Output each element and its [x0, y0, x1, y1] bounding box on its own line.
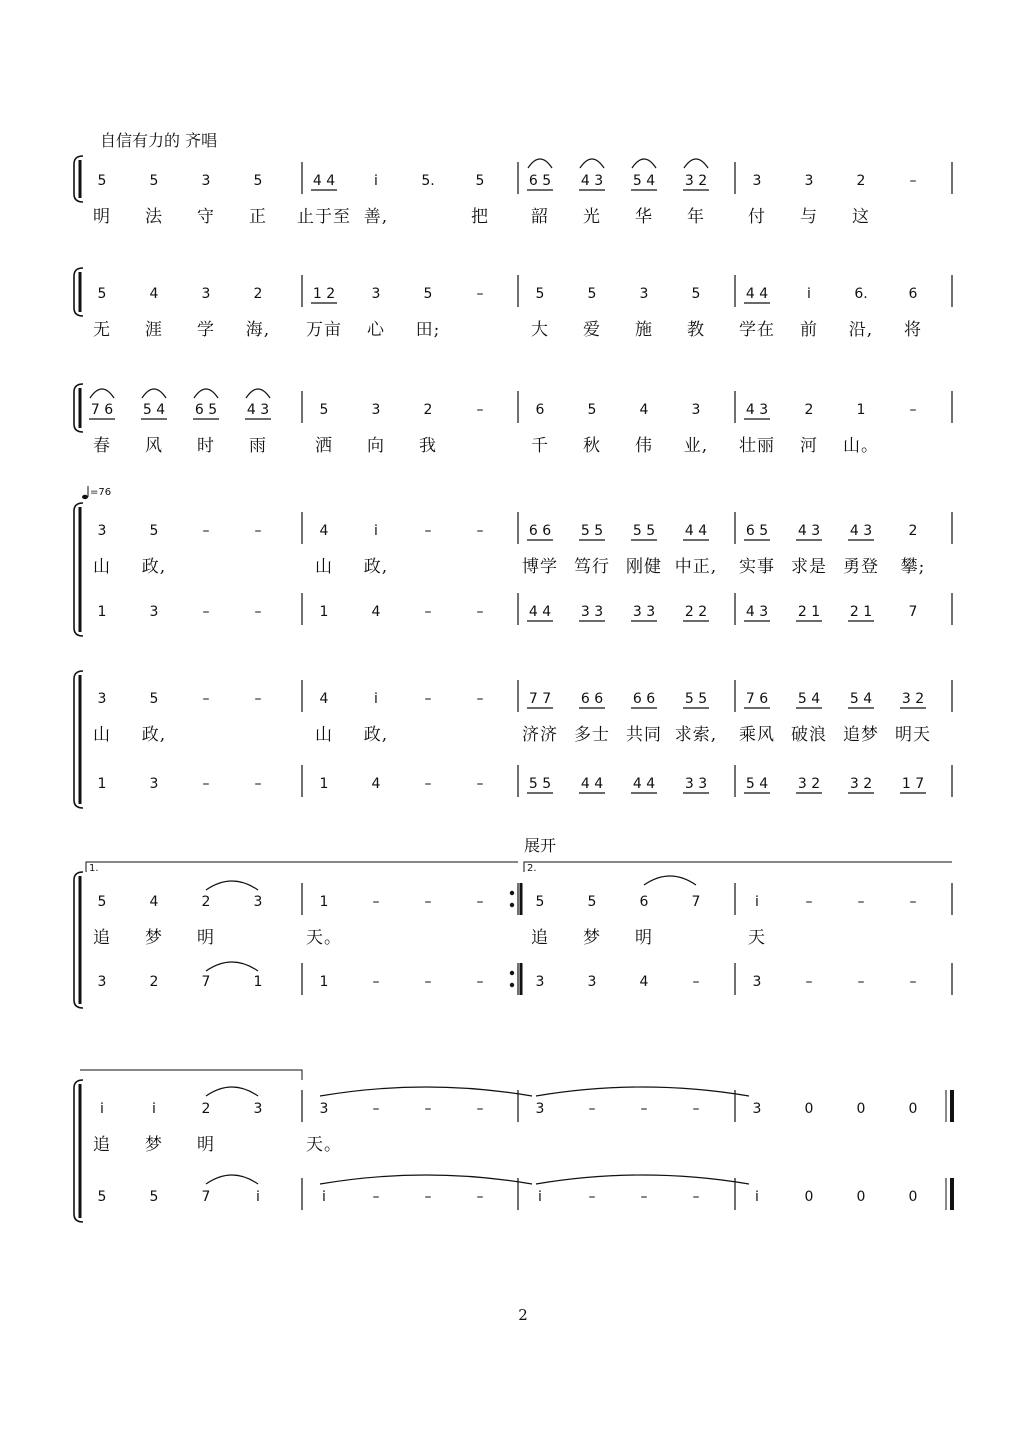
note: 5 5	[580, 523, 604, 539]
note: 5.	[421, 173, 435, 189]
note: 1	[319, 974, 329, 990]
lyric: 河	[800, 436, 818, 456]
lyric: 千	[531, 436, 549, 456]
note: 4 3	[745, 604, 769, 620]
note: 5 4	[745, 776, 769, 792]
slur	[206, 962, 258, 971]
repeat-dot	[510, 891, 514, 895]
lyric: 春	[93, 436, 111, 456]
note: 4 4	[684, 523, 708, 539]
lyric: 雨	[249, 436, 267, 456]
note: 7	[691, 894, 701, 910]
note: –	[424, 1101, 432, 1117]
note: 5 4	[632, 173, 656, 189]
note: 1	[253, 974, 263, 990]
tie	[536, 1087, 749, 1096]
tie	[320, 1087, 532, 1096]
note: i̇	[538, 1189, 542, 1205]
lyric: 万亩	[306, 320, 342, 340]
tie	[320, 1175, 532, 1184]
note: 3	[804, 173, 814, 189]
note: –	[424, 604, 432, 620]
lyric: 中正,	[674, 557, 718, 577]
note: 2 1	[849, 604, 873, 620]
note: 5	[587, 286, 597, 302]
note: 7	[201, 1189, 211, 1205]
lyric: 实事	[739, 557, 775, 577]
note: 4 3	[745, 402, 769, 418]
note: –	[372, 1189, 380, 1205]
note: 5	[587, 894, 597, 910]
note: 6	[535, 402, 545, 418]
note: 5 4	[849, 691, 873, 707]
note: –	[476, 604, 484, 620]
note: 1	[319, 894, 329, 910]
note: 5	[253, 173, 263, 189]
note: 4 4	[745, 286, 769, 302]
note: 2	[201, 894, 211, 910]
lyric: 涯	[145, 320, 163, 340]
lyric: 海,	[245, 320, 271, 340]
note: 4	[149, 286, 159, 302]
note: 5 5	[632, 523, 656, 539]
note: 0	[856, 1101, 866, 1117]
lyric: 政,	[141, 557, 167, 577]
note: 3	[535, 1101, 545, 1117]
note: 3 3	[632, 604, 656, 620]
note: 3	[201, 173, 211, 189]
note: 6 6	[632, 691, 656, 707]
note: 4	[149, 894, 159, 910]
note: –	[424, 974, 432, 990]
lyric: 学	[197, 320, 215, 340]
note: 3 3	[580, 604, 604, 620]
note: 5 4	[797, 691, 821, 707]
lyric: 时	[197, 436, 215, 456]
note: 6 5	[745, 523, 769, 539]
note: 3	[691, 402, 701, 418]
note: i̇	[322, 1189, 326, 1205]
lyric: 明天	[895, 725, 931, 745]
note: 4 4	[632, 776, 656, 792]
expression-zhankai: 展开	[523, 836, 557, 855]
note: 2	[201, 1101, 211, 1117]
lyric: 爱	[583, 320, 601, 340]
lyric: 善,	[363, 207, 389, 227]
note: –	[909, 402, 917, 418]
lyric: 追	[93, 928, 111, 948]
note: –	[476, 691, 484, 707]
note: –	[476, 1189, 484, 1205]
lyric: 大	[531, 320, 549, 340]
slur	[90, 389, 114, 398]
note: 2	[149, 974, 159, 990]
note: 4 3	[797, 523, 821, 539]
lyric: 业,	[683, 436, 709, 456]
note: –	[909, 974, 917, 990]
lyric: 华	[635, 207, 653, 227]
note: 3	[201, 286, 211, 302]
lyric: 这	[852, 207, 870, 227]
lyric: 山。	[843, 436, 879, 456]
note: 5 4	[142, 402, 166, 418]
note: 3	[253, 1101, 263, 1117]
note: –	[805, 894, 813, 910]
note: –	[588, 1101, 596, 1117]
note: 5 5	[684, 691, 708, 707]
note: 5	[97, 1189, 107, 1205]
lyric: 将	[904, 320, 922, 340]
note: –	[254, 523, 262, 539]
note: –	[254, 604, 262, 620]
note: 3	[97, 523, 107, 539]
note: 5	[319, 402, 329, 418]
note: i̇	[374, 691, 378, 707]
note: –	[857, 974, 865, 990]
note: –	[372, 974, 380, 990]
note: 6 6	[580, 691, 604, 707]
lyric: 田;	[415, 320, 441, 340]
note: –	[476, 974, 484, 990]
note: 5	[149, 691, 159, 707]
note: 1	[97, 604, 107, 620]
lyric: 壮丽	[739, 436, 775, 456]
note: 3 2	[849, 776, 873, 792]
note: –	[909, 894, 917, 910]
note: 1	[319, 776, 329, 792]
note: –	[476, 776, 484, 792]
slur	[206, 1175, 258, 1184]
quarter-note-icon	[82, 495, 88, 499]
note: 2	[908, 523, 918, 539]
note: 5	[149, 523, 159, 539]
note: 5	[423, 286, 433, 302]
lyric: 韶	[531, 207, 549, 227]
lyric: 年	[687, 207, 705, 227]
lyric: 政,	[141, 725, 167, 745]
note: 6 5	[194, 402, 218, 418]
note: 7 7	[528, 691, 552, 707]
note: –	[254, 776, 262, 792]
lyric: 天。	[306, 928, 342, 948]
lyric: 梦	[583, 928, 601, 948]
note: 3	[752, 1101, 762, 1117]
lyric: 山	[315, 725, 333, 745]
note: –	[805, 974, 813, 990]
note: 3	[253, 894, 263, 910]
note: 0	[804, 1101, 814, 1117]
note: 5 5	[528, 776, 552, 792]
note: –	[476, 286, 484, 302]
note: i̇	[374, 173, 378, 189]
note: 2	[423, 402, 433, 418]
lyric: 明	[93, 207, 111, 227]
note: 7	[908, 604, 918, 620]
note: 3	[97, 974, 107, 990]
note: –	[424, 1189, 432, 1205]
lyric: 追	[531, 928, 549, 948]
note: 3 2	[684, 173, 708, 189]
slur	[644, 876, 696, 885]
note: 3	[371, 286, 381, 302]
lyric: 山	[93, 725, 111, 745]
note: –	[424, 691, 432, 707]
note: –	[254, 691, 262, 707]
note: 3	[371, 402, 381, 418]
note: –	[640, 1189, 648, 1205]
repeat-dot	[510, 983, 514, 987]
note: –	[424, 894, 432, 910]
tempo-value: =76	[90, 487, 112, 498]
note: 3	[587, 974, 597, 990]
note: 3	[752, 173, 762, 189]
note: 1 7	[901, 776, 925, 792]
note: 5	[535, 894, 545, 910]
lyric: 向	[367, 436, 385, 456]
repeat-dot	[510, 903, 514, 907]
lyric: 勇登	[843, 557, 879, 577]
volta-continuation	[80, 1070, 302, 1080]
page-number: 2	[518, 1306, 528, 1324]
note: 7 6	[90, 402, 114, 418]
note: –	[476, 894, 484, 910]
note: 5	[149, 1189, 159, 1205]
note: 6 6	[528, 523, 552, 539]
lyric: 前	[800, 320, 818, 340]
note: 2	[804, 402, 814, 418]
lyric: 风	[145, 436, 163, 456]
note: 0	[804, 1189, 814, 1205]
note: –	[372, 1101, 380, 1117]
note: –	[588, 1189, 596, 1205]
lyric: 正	[249, 207, 267, 227]
lyric: 破浪	[791, 725, 827, 745]
lyric: 秋	[583, 436, 601, 456]
note: 4	[371, 776, 381, 792]
note: –	[424, 776, 432, 792]
volta-1-label: 1.	[89, 863, 99, 874]
note: 7 6	[745, 691, 769, 707]
note: 3 3	[684, 776, 708, 792]
lyric: 梦	[145, 928, 163, 948]
note: 2	[253, 286, 263, 302]
note: 4 4	[580, 776, 604, 792]
note: –	[202, 523, 210, 539]
note: –	[202, 776, 210, 792]
note: –	[857, 894, 865, 910]
lyric: 政,	[363, 725, 389, 745]
note: 3	[535, 974, 545, 990]
note: 5	[149, 173, 159, 189]
lyric: 笃行	[574, 557, 610, 577]
note: 0	[908, 1189, 918, 1205]
slur	[194, 389, 218, 398]
lyric: 刚健	[626, 557, 662, 577]
lyric: 止于至	[297, 207, 351, 227]
note: 4	[319, 691, 329, 707]
tie	[536, 1175, 749, 1184]
note: 6	[908, 286, 918, 302]
note: 5	[535, 286, 545, 302]
lyric: 明	[635, 928, 653, 948]
lyric: 明	[197, 1135, 215, 1155]
note: 4 4	[312, 173, 336, 189]
lyric: 多士	[574, 725, 610, 745]
note: i̇	[100, 1101, 104, 1117]
note: 1	[97, 776, 107, 792]
slur	[580, 159, 604, 168]
note: 5	[97, 173, 107, 189]
lyric: 求索,	[674, 725, 718, 745]
lyric: 沿,	[848, 320, 874, 340]
lyric: 守	[197, 207, 215, 227]
lyric: 乘风	[739, 725, 775, 745]
lyric: 政,	[363, 557, 389, 577]
note: 5	[475, 173, 485, 189]
note: 3	[149, 776, 159, 792]
note: 5	[97, 894, 107, 910]
note: 0	[908, 1101, 918, 1117]
volta-2-bracket	[524, 862, 952, 872]
note: i̇	[807, 286, 811, 302]
note: 4	[639, 974, 649, 990]
note: 3 2	[797, 776, 821, 792]
lyric: 无	[93, 320, 111, 340]
note: –	[202, 691, 210, 707]
lyric: 伟	[635, 436, 653, 456]
note: –	[424, 523, 432, 539]
note: 3 2	[901, 691, 925, 707]
lyric: 求是	[791, 557, 827, 577]
note: 5	[691, 286, 701, 302]
note: –	[692, 1189, 700, 1205]
note: 4	[639, 402, 649, 418]
note: –	[476, 402, 484, 418]
note: i̇	[256, 1189, 260, 1205]
note: 5	[587, 402, 597, 418]
lyric: 施	[635, 320, 653, 340]
slur	[206, 881, 258, 890]
note: 1 2	[312, 286, 336, 302]
tempo-expression: 自信有力的 齐唱	[100, 131, 218, 150]
note: 3	[97, 691, 107, 707]
lyric: 天	[748, 928, 766, 948]
note: i̇	[374, 523, 378, 539]
lyric: 我	[419, 436, 437, 456]
volta-1-bracket	[86, 862, 518, 872]
lyric: 付	[748, 207, 766, 227]
lyric: 博学	[522, 557, 558, 577]
lyric: 追	[93, 1135, 111, 1155]
note: 6.	[854, 286, 868, 302]
lyric: 学在	[739, 320, 775, 340]
note: –	[909, 173, 917, 189]
slur	[142, 389, 166, 398]
lyric: 山	[93, 557, 111, 577]
note: 3	[752, 974, 762, 990]
lyric: 攀;	[900, 557, 926, 577]
note: i̇	[152, 1101, 156, 1117]
lyric: 共同	[626, 725, 662, 745]
note: 6 5	[528, 173, 552, 189]
note: 5	[97, 286, 107, 302]
note: –	[692, 974, 700, 990]
note: 4 3	[246, 402, 270, 418]
note: 1	[856, 402, 866, 418]
note: i̇	[755, 894, 759, 910]
lyric: 心	[367, 320, 385, 340]
lyric: 与	[800, 207, 818, 227]
lyric: 洒	[315, 436, 333, 456]
note: 4 3	[849, 523, 873, 539]
note: –	[202, 604, 210, 620]
lyric: 光	[583, 207, 601, 227]
note: –	[476, 1101, 484, 1117]
note: 7	[201, 974, 211, 990]
lyric: 教	[687, 320, 705, 340]
repeat-dot	[510, 971, 514, 975]
slur	[684, 159, 708, 168]
note: 3	[319, 1101, 329, 1117]
lyric: 法	[145, 207, 163, 227]
slur	[528, 159, 552, 168]
note: 2 2	[684, 604, 708, 620]
lyric: 济济	[522, 725, 558, 745]
note: 4	[319, 523, 329, 539]
note: 2	[856, 173, 866, 189]
lyric: 山	[315, 557, 333, 577]
note: i̇	[755, 1189, 759, 1205]
note: –	[372, 894, 380, 910]
note: 4 4	[528, 604, 552, 620]
note: 0	[856, 1189, 866, 1205]
note: 6	[639, 894, 649, 910]
lyric: 明	[197, 928, 215, 948]
note: 3	[639, 286, 649, 302]
note: 3	[149, 604, 159, 620]
note: 4 3	[580, 173, 604, 189]
note: 2 1	[797, 604, 821, 620]
note: 4	[371, 604, 381, 620]
lyric: 天。	[306, 1135, 342, 1155]
lyric: 把	[471, 207, 489, 227]
lyric: 梦	[145, 1135, 163, 1155]
lyric: 追梦	[843, 725, 879, 745]
slur	[206, 1087, 258, 1096]
note: –	[476, 523, 484, 539]
note: –	[692, 1101, 700, 1117]
slur	[632, 159, 656, 168]
volta-2-label: 2.	[527, 863, 537, 874]
note: –	[640, 1101, 648, 1117]
slur	[246, 389, 270, 398]
note: 1	[319, 604, 329, 620]
